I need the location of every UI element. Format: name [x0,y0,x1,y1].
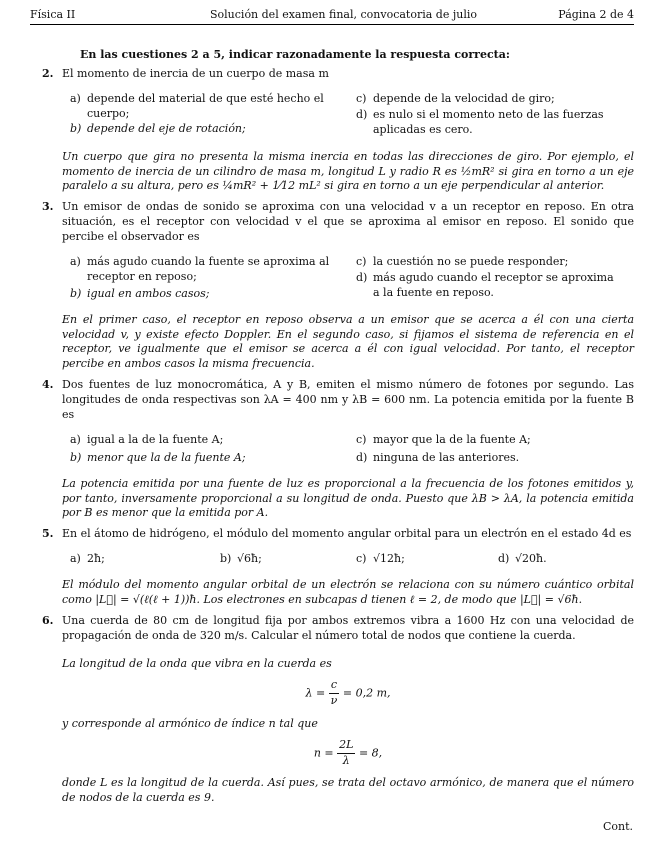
explanation: La potencia emitida por una fuente de luz es proporcional a la frecuencia de los fotones emitidos y, por tanto, inversamente proporcional a su longitud de onda. Puesto que λB > λA, la potencia emitida por B es menor que la emitida por A. [62,476,634,520]
options [70,433,634,469]
instructions: En las cuestiones 2 a 5, indicar razonadamente la respuesta correcta: [80,48,510,61]
page-header [30,8,634,25]
continued-label: Cont. [602,820,633,833]
question-6 [42,613,634,806]
option-d: d) más agudo cuando el receptor se aproxima a la fuente en reposo. [356,270,614,299]
option-b: b) menor que la de la fuente A; [70,450,246,464]
options [70,255,634,305]
question-text: Una cuerda de 80 cm de longitud fija por ambos extremos vibra a 1600 Hz con una velocidad de propagación de onda de 320 m/s. Calcular el número total de nodos que contiene la cuerda. [62,613,634,642]
question-3 [42,200,634,372]
option-a: a) igual a la de la fuente A; [70,432,224,446]
explanation: Un cuerpo que gira no presenta la misma inercia en todas las direcciones de giro. Por ejemplo, el momento de inercia de un cilindro de masa m, longitud L y radio R es ½mR² si gira en torno a un eje paralelo a su altura, pero es ¼mR² + 1⁄12 mL² si gira en torno a un eje perpendicular al anterior. [62,149,634,193]
option-b: b) √6ħ; [220,552,262,566]
options [70,552,634,570]
question-number: 2. [42,66,54,80]
page-content [42,48,634,812]
solution-sentence-2: y corresponde al armónico de índice n tal que [62,716,318,730]
solution-sentence-1: La longitud de la onda que vibra en la cuerda es [62,657,332,671]
question-number: 4. [42,378,54,392]
option-a: a) más agudo cuando la fuente se aproxima al receptor en reposo; [70,254,330,283]
option-d: d) es nulo si el momento neto de las fuerzas aplicadas es cero. [356,107,604,136]
header-course: Física II [30,8,76,21]
option-c: c) mayor que la de la fuente A; [356,432,531,446]
option-b: b) depende del eje de rotación; [70,121,246,135]
explanation: En el primer caso, el receptor en reposo observa a un emisor que se acerca a él con una cierta velocidad v, y existe efecto Doppler. En el segundo caso, si fijamos el sistema de referencia en el receptor, ve igualmente que el emisor se acerca a él con igual velocidad. Por tanto, el receptor percibe en ambos casos la misma frecuencia. [62,312,634,371]
option-c: c) la cuestión no se puede responder; [356,254,569,268]
question-4 [42,378,634,521]
equation-wavelength: λ = $\frac{c}{\nu}$ = 0,2 m, [305,678,391,708]
option-c: c) depende de la velocidad de giro; [356,91,555,105]
option-d: d) √20ħ. [498,552,547,566]
option-d: d) ninguna de las anteriores. [356,450,520,464]
question-text: En el átomo de hidrógeno, el módulo del momento angular orbital para un electrón en el estado 4d es [62,527,632,541]
solution-sentence-3: donde L es la longitud de la cuerda. Así pues, se trata del octavo armónico, de manera que el número de nodos de la cuerda es 9. [62,776,634,805]
question-text: El momento de inercia de un cuerpo de masa m [62,66,329,80]
header-title: Solución del examen final, convocatoria de julio [210,8,477,21]
header-page-number: Página 2 de 4 [558,8,634,21]
question-text: Dos fuentes de luz monocromática, A y B, emiten el mismo número de fotones por segundo. Las longitudes de onda respectivas son λA = 400 nm y λB = 600 nm. La potencia emitida por la fuente B es [62,378,634,421]
option-a: a) depende del material de que esté hecho el cuerpo; [70,91,324,120]
question-number: 3. [42,200,54,214]
explanation: El módulo del momento angular orbital de un electrón se relaciona con su número cuántico orbital como |L⃗| = √(ℓ(ℓ + 1))ħ. Los electrones en subcapas d tienen ℓ = 2, de modo que |L⃗| = √6ħ. [62,578,634,606]
option-c: c) √12ħ; [356,552,405,566]
question-5 [42,527,634,608]
question-2 [42,66,634,194]
equation-harmonic: n = $\frac{2L}{\lambda}$ = 8, [313,737,383,767]
question-number: 5. [42,527,54,541]
question-text: Un emisor de ondas de sonido se aproxima con una velocidad v a un receptor en reposo. En otra situación, es el receptor con velocidad v el que se aproxima al emisor en reposo. El sonido que percibe el observador es [62,200,634,243]
option-b: b) igual en ambos casos; [70,286,210,300]
question-number: 6. [42,613,54,627]
options [70,92,634,142]
option-a: a) 2ħ; [70,552,105,566]
